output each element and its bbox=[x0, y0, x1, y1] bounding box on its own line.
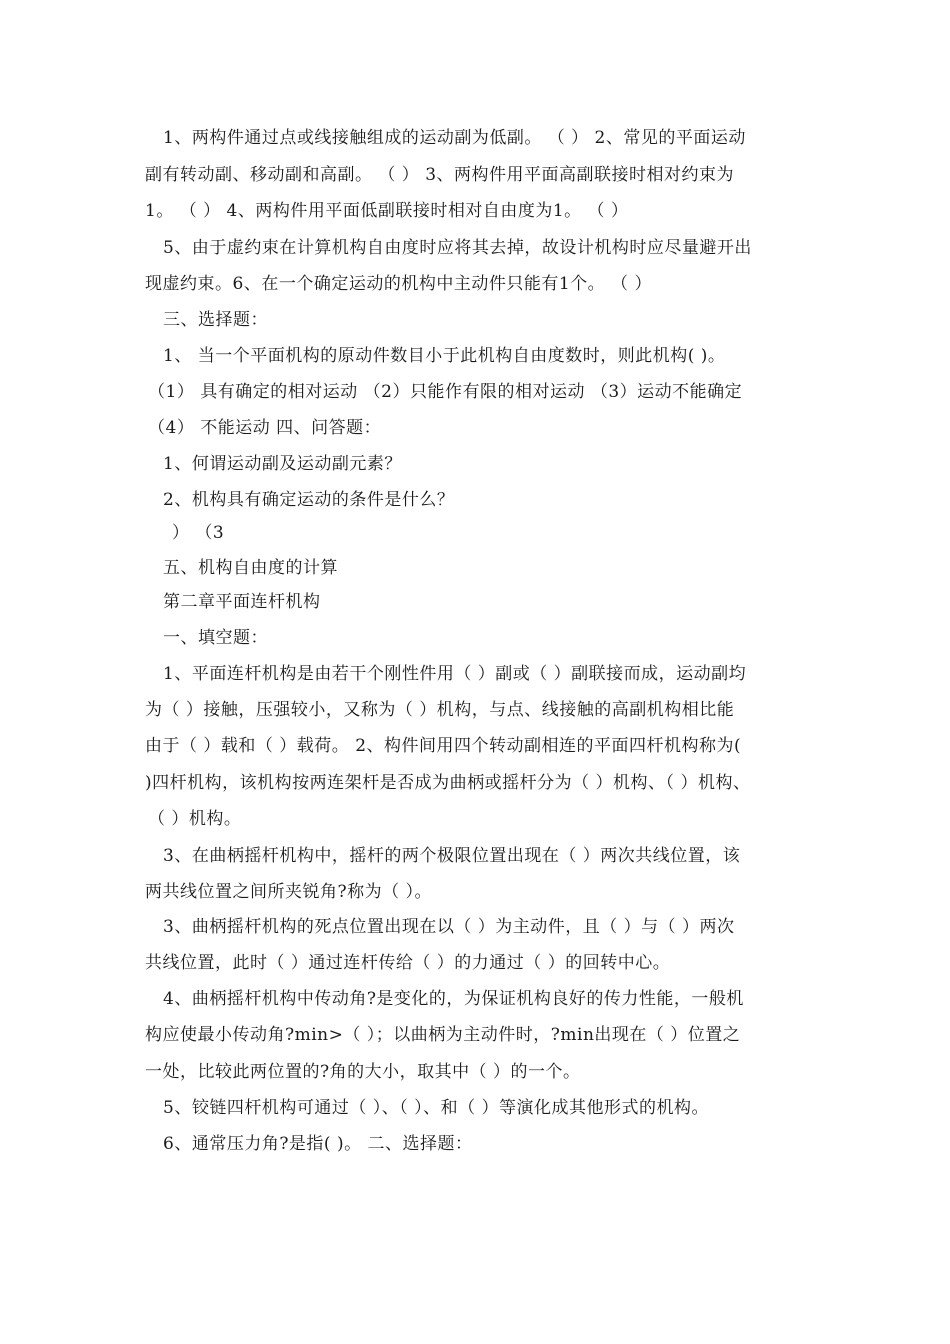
text-line-27: 一处，比较此两位置的?角的大小，取其中（ ）的一个。 bbox=[145, 1062, 581, 1082]
text-line-16: 1、平面连杆机构是由若干个刚性件用（ ）副或（ ）副联接而成，运动副均 bbox=[163, 664, 747, 684]
text-line-28: 5、铰链四杆机构可通过（ ）、（ ）、和（ ）等演化成其他形式的机构。 bbox=[163, 1098, 710, 1118]
text-line-25: 4、曲柄摇杆机构中传动角?是变化的，为保证机构良好的传力性能，一般机 bbox=[163, 989, 744, 1009]
text-line-3: 1。 （ ） 4、两构件用平面低副联接时相对自由度为1。 （ ） bbox=[145, 201, 629, 221]
text-line-10: 1、何谓运动副及运动副元素？ bbox=[163, 454, 402, 474]
section-heading-dof: 五、机构自由度的计算 bbox=[163, 558, 338, 578]
text-line-9: （4） 不能运动 四、问答题： bbox=[148, 418, 382, 438]
text-line-21: 3、在曲柄摇杆机构中，摇杆的两个极限位置出现在（ ）两次共线位置，该 bbox=[163, 846, 741, 866]
text-line-12: ） （3 bbox=[172, 523, 225, 543]
text-line-2: 副有转动副、移动副和高副。 （ ） 3、两构件用平面高副联接时相对约束为 bbox=[145, 165, 735, 185]
text-line-8: （1） 具有确定的相对运动 （2）只能作有限的相对运动 （3）运动不能确定 bbox=[148, 382, 743, 402]
text-line-18: 由于（ ）载和（ ）载荷。 2、构件间用四个转动副相连的平面四杆机构称为( bbox=[145, 736, 742, 756]
text-line-7: 1、 当一个平面机构的原动件数目小于此机构自由度数时，则此机构( )。 bbox=[163, 346, 726, 366]
text-line-1: 1、两构件通过点或线接触组成的运动副为低副。 （ ） 2、常见的平面运动 bbox=[163, 128, 746, 148]
text-line-23: 3、曲柄摇杆机构的死点位置出现在以（ ）为主动件，且（ ）与（ ）两次 bbox=[163, 917, 735, 937]
section-heading-choice: 三、选择题： bbox=[163, 310, 268, 330]
section-heading-fill: 一、填空题： bbox=[163, 628, 268, 648]
text-line-11: 2、机构具有确定运动的条件是什么？ bbox=[163, 490, 455, 510]
text-line-24: 共线位置，此时（ ）通过连杆传给（ ）的力通过（ ）的回转中心。 bbox=[145, 953, 671, 973]
text-line-17: 为（ ）接触，压强较小，又称为（ ）机构，与点、线接触的高副机构相比能 bbox=[145, 700, 735, 720]
text-line-22: 两共线位置之间所夹锐角?称为（ ）。 bbox=[145, 882, 433, 902]
text-line-19: )四杆机构，该机构按两连架杆是否成为曲柄或摇杆分为（ ）机构、（ ）机构、 bbox=[145, 773, 751, 793]
text-line-26: 构应使最小传动角?min>（ ）；以曲柄为主动件时，?min出现在（ ）位置之 bbox=[145, 1025, 741, 1045]
text-line-5: 现虚约束。6、在一个确定运动的机构中主动件只能有1个。 （ ） bbox=[145, 274, 652, 294]
text-line-20: （ ）机构。 bbox=[148, 809, 242, 829]
text-line-4: 5、由于虚约束在计算机构自由度时应将其去掉，故设计机构时应尽量避开出 bbox=[163, 238, 752, 258]
text-line-29: 6、通常压力角?是指( )。 二、选择题： bbox=[163, 1134, 473, 1154]
chapter-heading: 第二章平面连杆机构 bbox=[163, 592, 321, 612]
